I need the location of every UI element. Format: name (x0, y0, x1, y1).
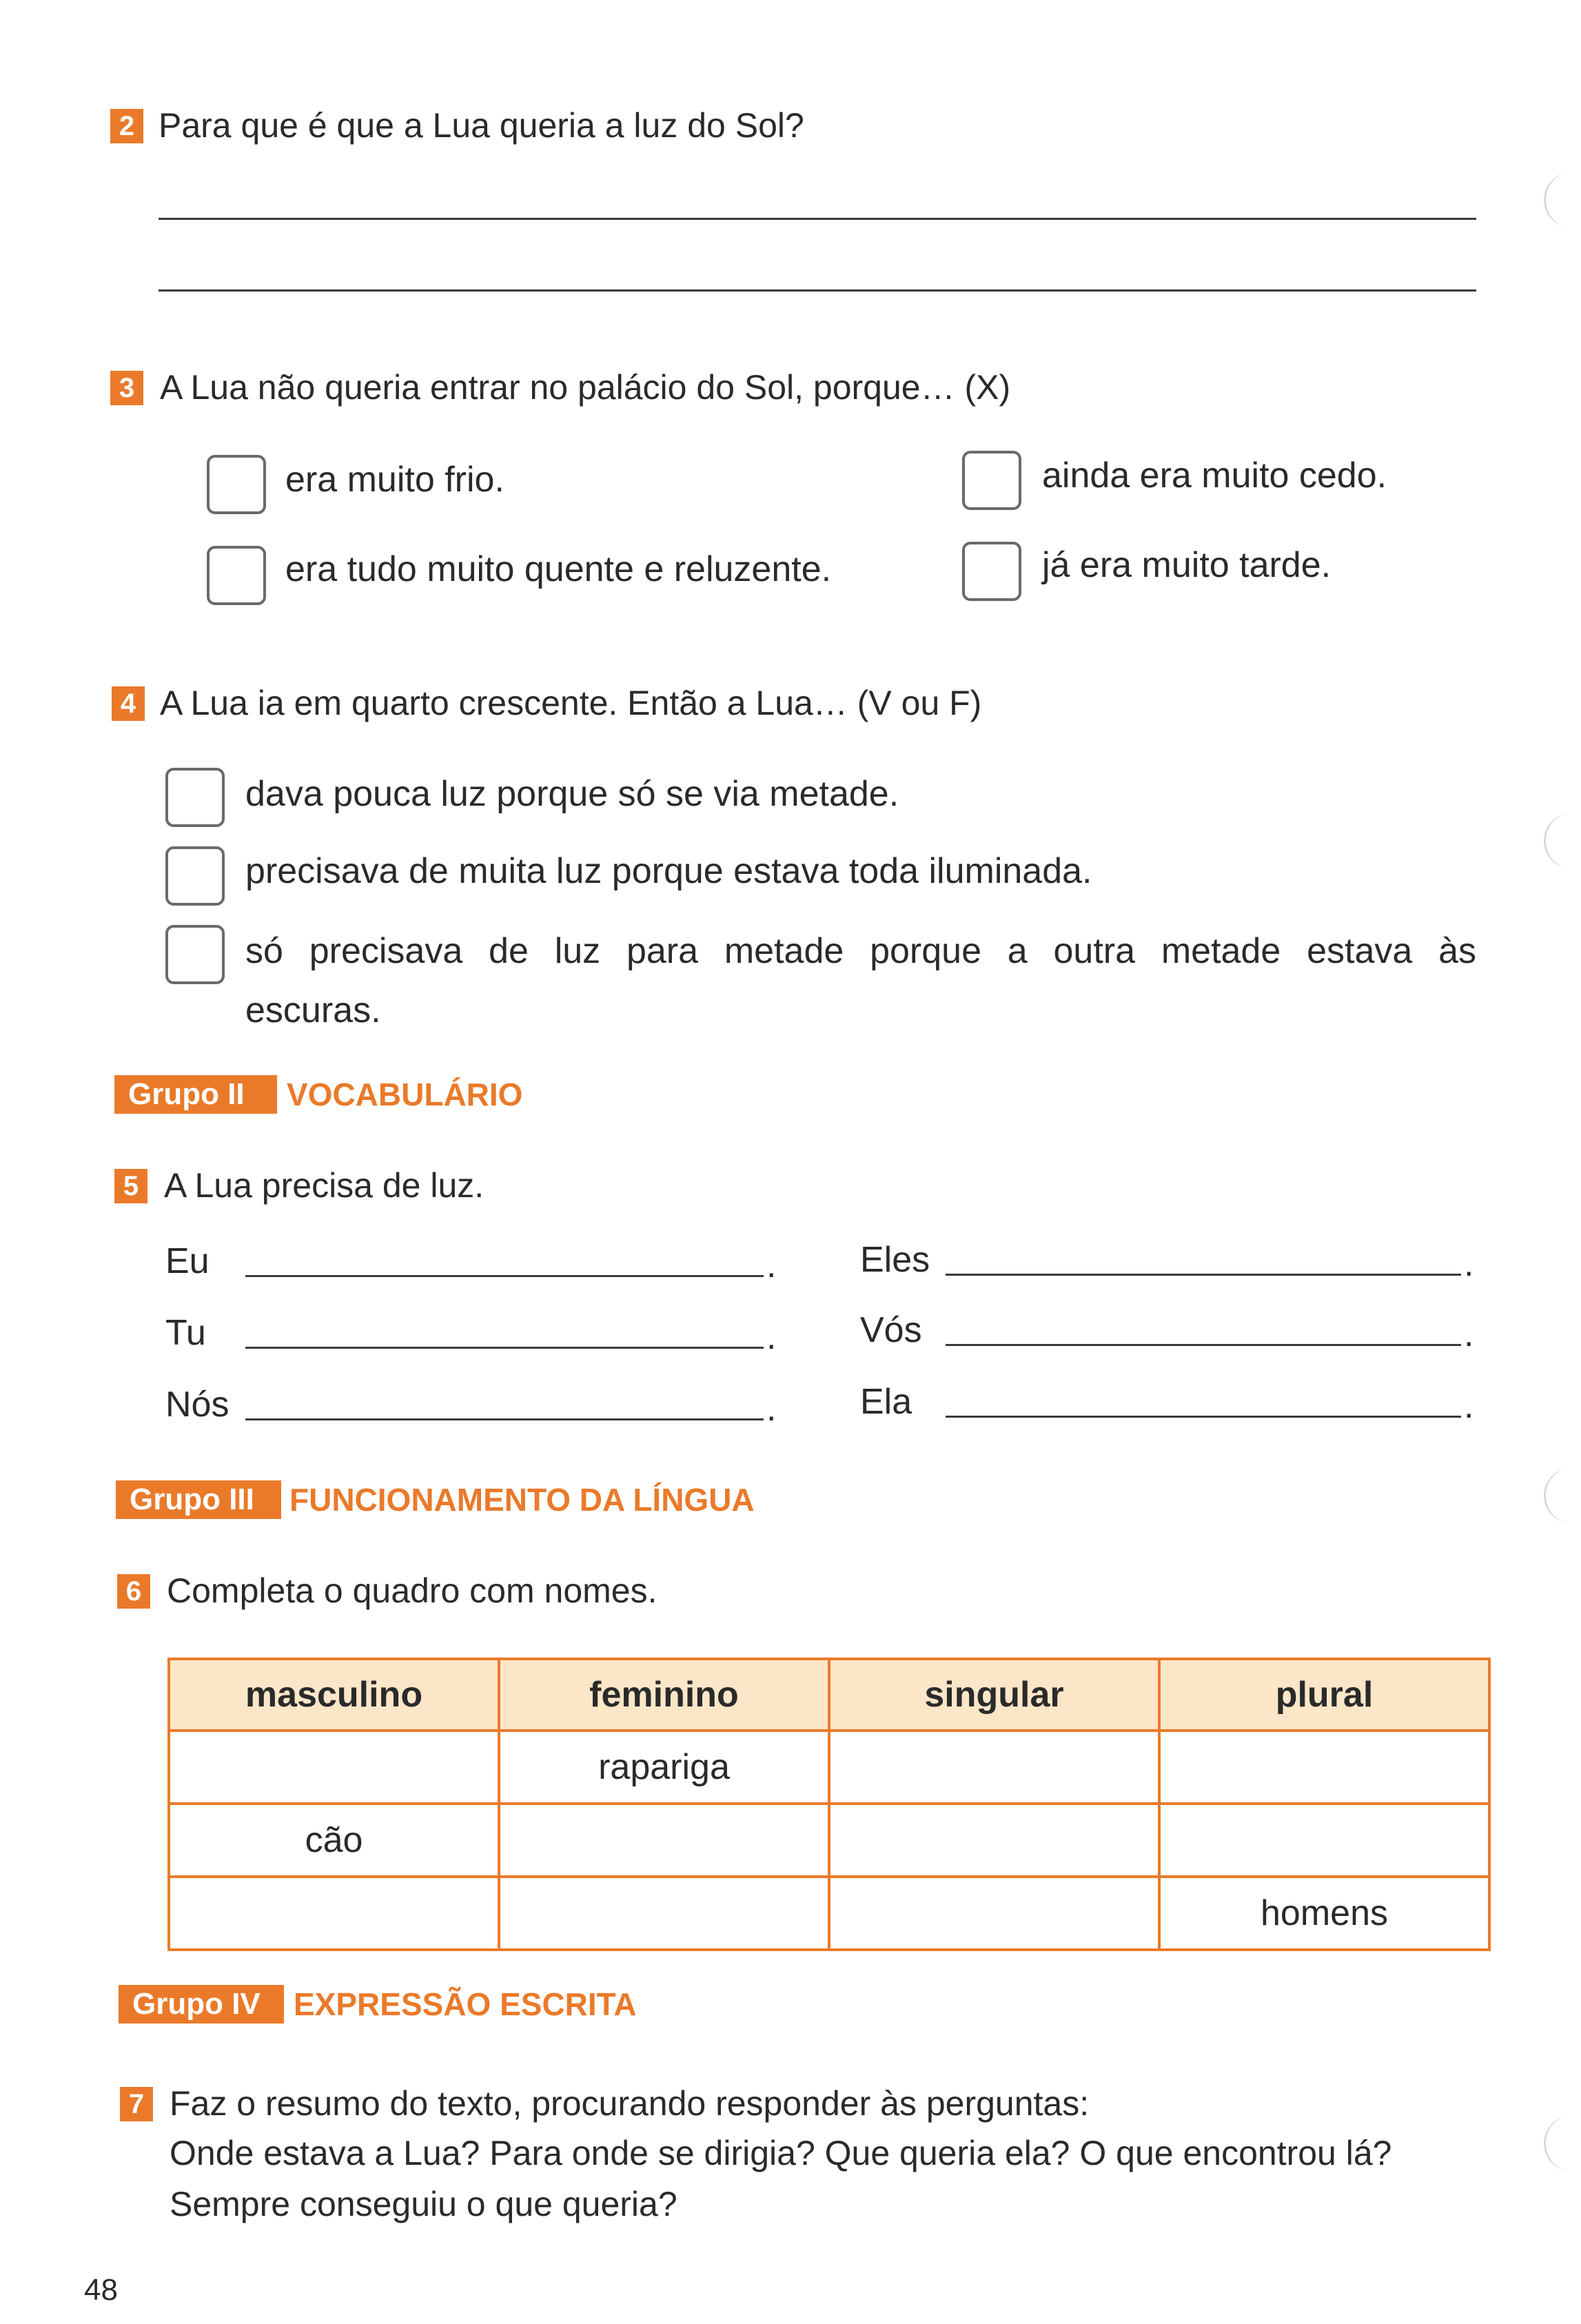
q4-option-3-label-cont: escuras. (245, 990, 381, 1030)
header-feminino: feminino (499, 1659, 829, 1731)
answer-line-2a[interactable] (159, 218, 1476, 220)
table-row (169, 1877, 1489, 1950)
question-2-text: Para que é que a Lua queria a luz do Sol? (159, 106, 804, 145)
q3-option-2-label: ainda era muito cedo. (1042, 456, 1387, 496)
pronoun-eu: Eu (165, 1241, 210, 1281)
checkbox-q4-option-2[interactable] (165, 846, 225, 906)
binder-hole-mark (1544, 2116, 1581, 2171)
period-vos: . (1464, 1314, 1474, 1354)
table-cell[interactable] (499, 1877, 829, 1950)
pronoun-nos: Nós (165, 1385, 229, 1425)
period-eu: . (766, 1245, 777, 1285)
question-number-3: 3 (110, 371, 143, 405)
answer-line-tu[interactable] (245, 1347, 764, 1349)
checkbox-q4-option-1[interactable] (165, 768, 225, 827)
checkbox-q3-option-2[interactable] (962, 451, 1021, 510)
question-7-line-3: Sempre conseguiu o que queria? (170, 2185, 677, 2223)
q4-option-3-label: só precisava de luz para metade porque a outra metade estava às (245, 931, 1476, 971)
table-row (169, 1804, 1489, 1877)
table-cell[interactable] (1159, 1731, 1489, 1804)
table-cell[interactable] (169, 1731, 499, 1804)
table-cell: rapariga (499, 1731, 829, 1804)
answer-line-2b[interactable] (159, 289, 1476, 292)
answer-line-vos[interactable] (946, 1344, 1461, 1346)
q3-option-1-label: era muito frio. (285, 460, 504, 500)
answer-line-ela[interactable] (946, 1416, 1461, 1418)
nouns-table (167, 1658, 1491, 1951)
binder-hole-mark (1544, 1468, 1581, 1523)
q4-option-1-label: dava pouca luz porque só se via metade. (245, 774, 899, 814)
q4-option-2-label: precisava de muita luz porque estava toda iluminada. (245, 851, 1092, 891)
period-eles: . (1464, 1244, 1474, 1284)
pronoun-ela: Ela (860, 1382, 912, 1422)
header-masculino: masculino (169, 1659, 499, 1731)
question-number-7: 7 (120, 2087, 153, 2121)
page-number: 48 (84, 2273, 118, 2307)
question-number-6: 6 (117, 1574, 150, 1609)
header-singular: singular (829, 1659, 1159, 1731)
checkbox-q3-option-3[interactable] (207, 546, 266, 605)
question-number-5: 5 (114, 1169, 147, 1203)
group-4-title: EXPRESSÃO ESCRITA (294, 1986, 637, 2022)
table-cell[interactable] (169, 1877, 499, 1950)
table-cell: cão (169, 1804, 499, 1877)
answer-line-eles[interactable] (946, 1274, 1461, 1276)
checkbox-q4-option-3[interactable] (165, 925, 225, 984)
question-7-line-2: Onde estava a Lua? Para onde se dirigia? Que queria ela? O que encontrou lá? (170, 2134, 1392, 2172)
question-7-text: Faz o resumo do texto, procurando responder às perguntas: (170, 2084, 1090, 2123)
question-number-4: 4 (112, 686, 145, 721)
question-5-text: A Lua precisa de luz. (164, 1166, 484, 1205)
header-plural: plural (1159, 1659, 1489, 1731)
binder-hole-mark (1544, 813, 1581, 868)
table-row (169, 1731, 1489, 1804)
question-number-2: 2 (110, 109, 143, 143)
answer-line-eu[interactable] (245, 1275, 764, 1277)
pronoun-tu: Tu (165, 1313, 206, 1353)
question-6-text: Completa o quadro com nomes. (167, 1571, 657, 1610)
q3-option-3-label: era tudo muito quente e reluzente. (285, 549, 832, 589)
group-3-title: FUNCIONAMENTO DA LÍNGUA (289, 1482, 755, 1518)
table-cell[interactable] (499, 1804, 829, 1877)
group-2-tag: Grupo II (114, 1075, 277, 1114)
period-ela: . (1464, 1386, 1474, 1426)
group-3-tag: Grupo III (116, 1480, 281, 1519)
period-nos: . (766, 1389, 777, 1429)
table-cell[interactable] (829, 1731, 1159, 1804)
q3-option-4-label: já era muito tarde. (1042, 545, 1332, 585)
table-cell[interactable] (829, 1877, 1159, 1950)
pronoun-eles: Eles (860, 1240, 930, 1280)
question-3-text: A Lua não queria entrar no palácio do Sol, porque… (X) (160, 368, 1011, 407)
group-2-title: VOCABULÁRIO (287, 1077, 523, 1112)
binder-hole-mark (1544, 172, 1581, 227)
table-cell[interactable] (1159, 1804, 1489, 1877)
table-cell: homens (1159, 1877, 1489, 1950)
pronoun-vos: Vós (860, 1310, 922, 1350)
period-tu: . (766, 1317, 777, 1357)
checkbox-q3-option-1[interactable] (207, 455, 266, 514)
answer-line-nos[interactable] (245, 1418, 764, 1420)
question-4-text: A Lua ia em quarto crescente. Então a Lua… (V ou F) (160, 684, 982, 722)
checkbox-q3-option-4[interactable] (962, 542, 1021, 601)
table-cell[interactable] (829, 1804, 1159, 1877)
group-4-tag: Grupo IV (119, 1985, 284, 2024)
table-header-row (169, 1659, 1489, 1731)
